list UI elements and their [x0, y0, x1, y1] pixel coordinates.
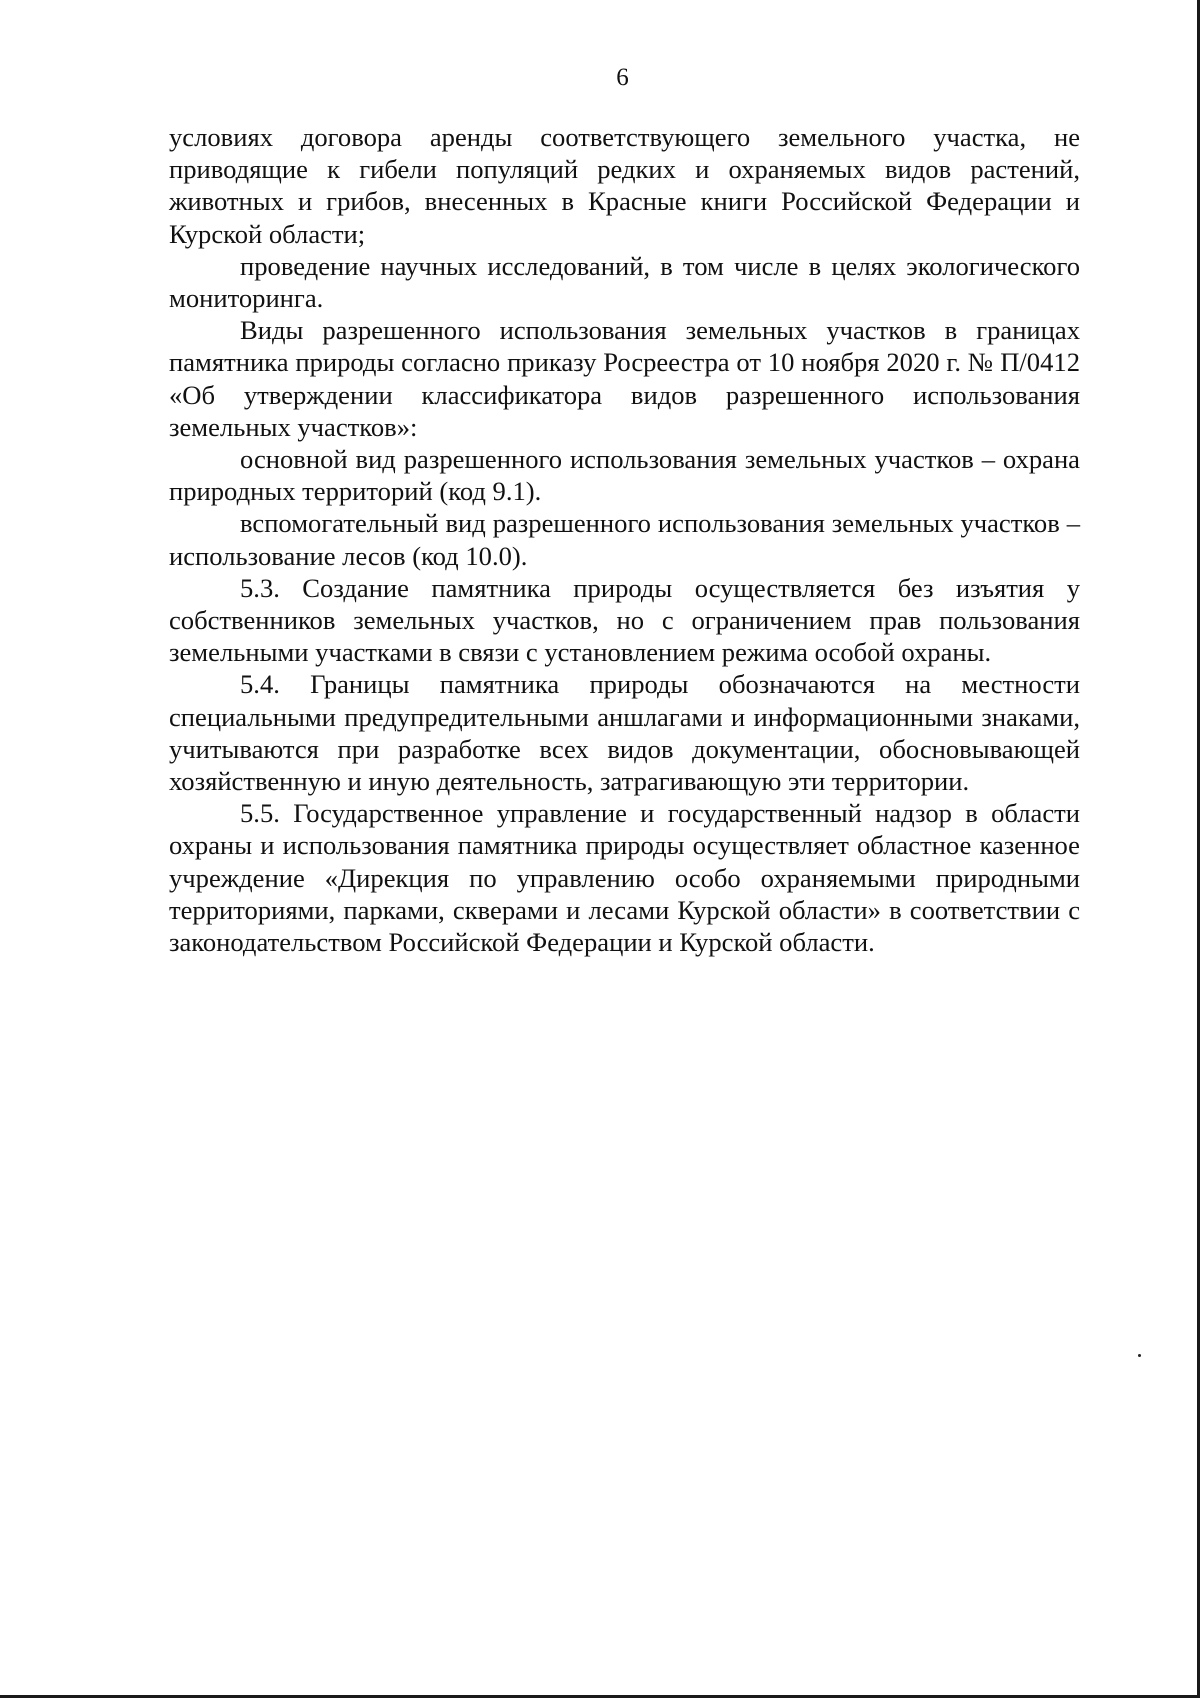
- paragraph-permitted-use-types: Виды разрешенного использования земельных участков в границах памятника природы согласно приказу Росреестра от 10 ноября 2020 г. № П/0412 «Об утверждении классификатора видов разрешенного использования земельных участков»:: [169, 315, 1080, 442]
- paragraph-auxiliary-use-type: вспомогательный вид разрешенного использования земельных участков – использование лесов (код 10.0).: [169, 508, 1080, 571]
- paragraph-clause-5-4: 5.4. Границы памятника природы обозначаются на местности специальными предупредительными аншлагами и информационными знаками, учитываются при разработке всех видов документации, обосновывающей хозяйственную и иную деятельность, затрагивающую эти территории.: [169, 669, 1080, 797]
- paragraph-clause-5-3: 5.3. Создание памятника природы осуществляется без изъятия у собственников земельных участков, но с ограничением прав пользования земельными участками в связи с установлением режима особой охраны.: [169, 572, 1080, 668]
- paragraph-main-use-type: основной вид разрешенного использования земельных участков – охрана природных территорий (код 9.1).: [169, 444, 1080, 507]
- paragraph-clause-5-5: 5.5. Государственное управление и государственный надзор в области охраны и использования памятника природы осуществляет областное казенное учреждение «Дирекция по управлению особо охраняемыми природными территориями, парками, скверами и лесами Курской области» в соответствии с законодательством Российской Федерации и Курской области.: [169, 798, 1080, 958]
- scan-speck: [1138, 1354, 1141, 1357]
- paragraph-lease-conditions: условиях договора аренды соответствующего земельного участка, не приводящие к гибели популяций редких и охраняемых видов растений, животных и грибов, внесенных в Красные книги Российской Федерации и Курской области;: [169, 122, 1080, 249]
- page-number: 6: [616, 64, 629, 91]
- paragraph-scientific-research: проведение научных исследований, в том числе в целях экологического мониторинга.: [169, 250, 1080, 314]
- document-body: [169, 121, 1080, 958]
